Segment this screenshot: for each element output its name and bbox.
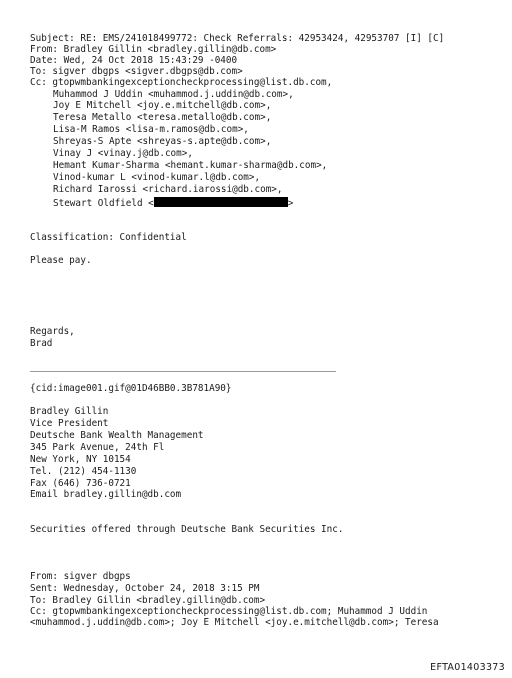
quoted-cc-line: Cc: gtopwmbankingexceptioncheckprocessing@list.db.com; Muhammod J Uddin xyxy=(30,606,428,617)
sender-name: Brad xyxy=(30,338,53,349)
cc-recipient: Muhammod J Uddin <muhammod.j.uddin@db.com>, xyxy=(53,89,294,100)
message-text: Please pay. xyxy=(30,255,92,266)
cc-recipient: Vinod-kumar L <vinod-kumar.l@db.com>, xyxy=(53,172,261,183)
cc-recipient: Hemant Kumar-Sharma <hemant.kumar-sharma@db.com>, xyxy=(53,160,328,171)
redaction-bar xyxy=(154,197,288,207)
cc-last-suffix: > xyxy=(287,198,294,209)
signature-line: Bradley Gillin xyxy=(30,406,109,417)
signature-line: New York, NY 10154 xyxy=(30,454,131,465)
cc-line: Cc: gtopwmbankingexceptioncheckprocessing@list.db.com, xyxy=(30,77,333,88)
to-line: To: sigver dbgps <sigver.dbgps@db.com> xyxy=(30,66,243,77)
disclaimer-line: Securities offered through Deutsche Bank Securities Inc. xyxy=(30,524,344,535)
from-line: From: Bradley Gillin <bradley.gillin@db.com> xyxy=(30,44,277,55)
signature-line: Fax (646) 736-0721 xyxy=(30,478,131,489)
cc-recipient: Shreyas-S Apte <shreyas-s.apte@db.com>, xyxy=(53,136,272,147)
quoted-to-line: To: Bradley Gillin <bradley.gillin@db.com> xyxy=(30,595,266,606)
signature-line: Tel. (212) 454-1130 xyxy=(30,466,137,477)
quoted-from-line: From: sigver dbgps xyxy=(30,571,131,582)
subject-line: Subject: RE: EMS/241018499772: Check Referrals: 42953424, 42953707 [I] [C] xyxy=(30,33,445,44)
cc-recipient: Richard Iarossi <richard.iarossi@db.com>, xyxy=(53,184,283,195)
signature-divider xyxy=(30,371,336,372)
cc-recipient: Lisa-M Ramos <lisa-m.ramos@db.com>, xyxy=(53,124,249,135)
quoted-sent-line: Sent: Wednesday, October 24, 2018 3:15 PM xyxy=(30,583,260,594)
signature-line: 345 Park Avenue, 24th Fl xyxy=(30,442,165,453)
signature-line: Vice President xyxy=(30,418,109,429)
cc-recipient: Vinay J <vinay.j@db.com>, xyxy=(53,148,193,159)
signature-line: Email bradley.gillin@db.com xyxy=(30,489,182,500)
regards-line: Regards, xyxy=(30,326,75,337)
document-id: EFTA01403373 xyxy=(430,662,505,673)
signature-line: Deutsche Bank Wealth Management xyxy=(30,430,204,441)
date-line: Date: Wed, 24 Oct 2018 15:43:29 -0400 xyxy=(30,55,238,66)
cc-recipient: Teresa Metallo <teresa.metallo@db.com>, xyxy=(53,112,272,123)
cc-last-prefix: Stewart Oldfield < xyxy=(53,198,154,209)
signature-image-ref: {cid:image001.gif@01D46BB0.3B781A90} xyxy=(30,383,232,394)
classification-line: Classification: Confidential xyxy=(30,232,187,243)
quoted-cc-line: <muhammod.j.uddin@db.com>; Joy E Mitchell <joy.e.mitchell@db.com>; Teresa xyxy=(30,617,439,628)
cc-recipient: Joy E Mitchell <joy.e.mitchell@db.com>, xyxy=(53,100,272,111)
cc-recipient-redacted xyxy=(53,197,293,208)
